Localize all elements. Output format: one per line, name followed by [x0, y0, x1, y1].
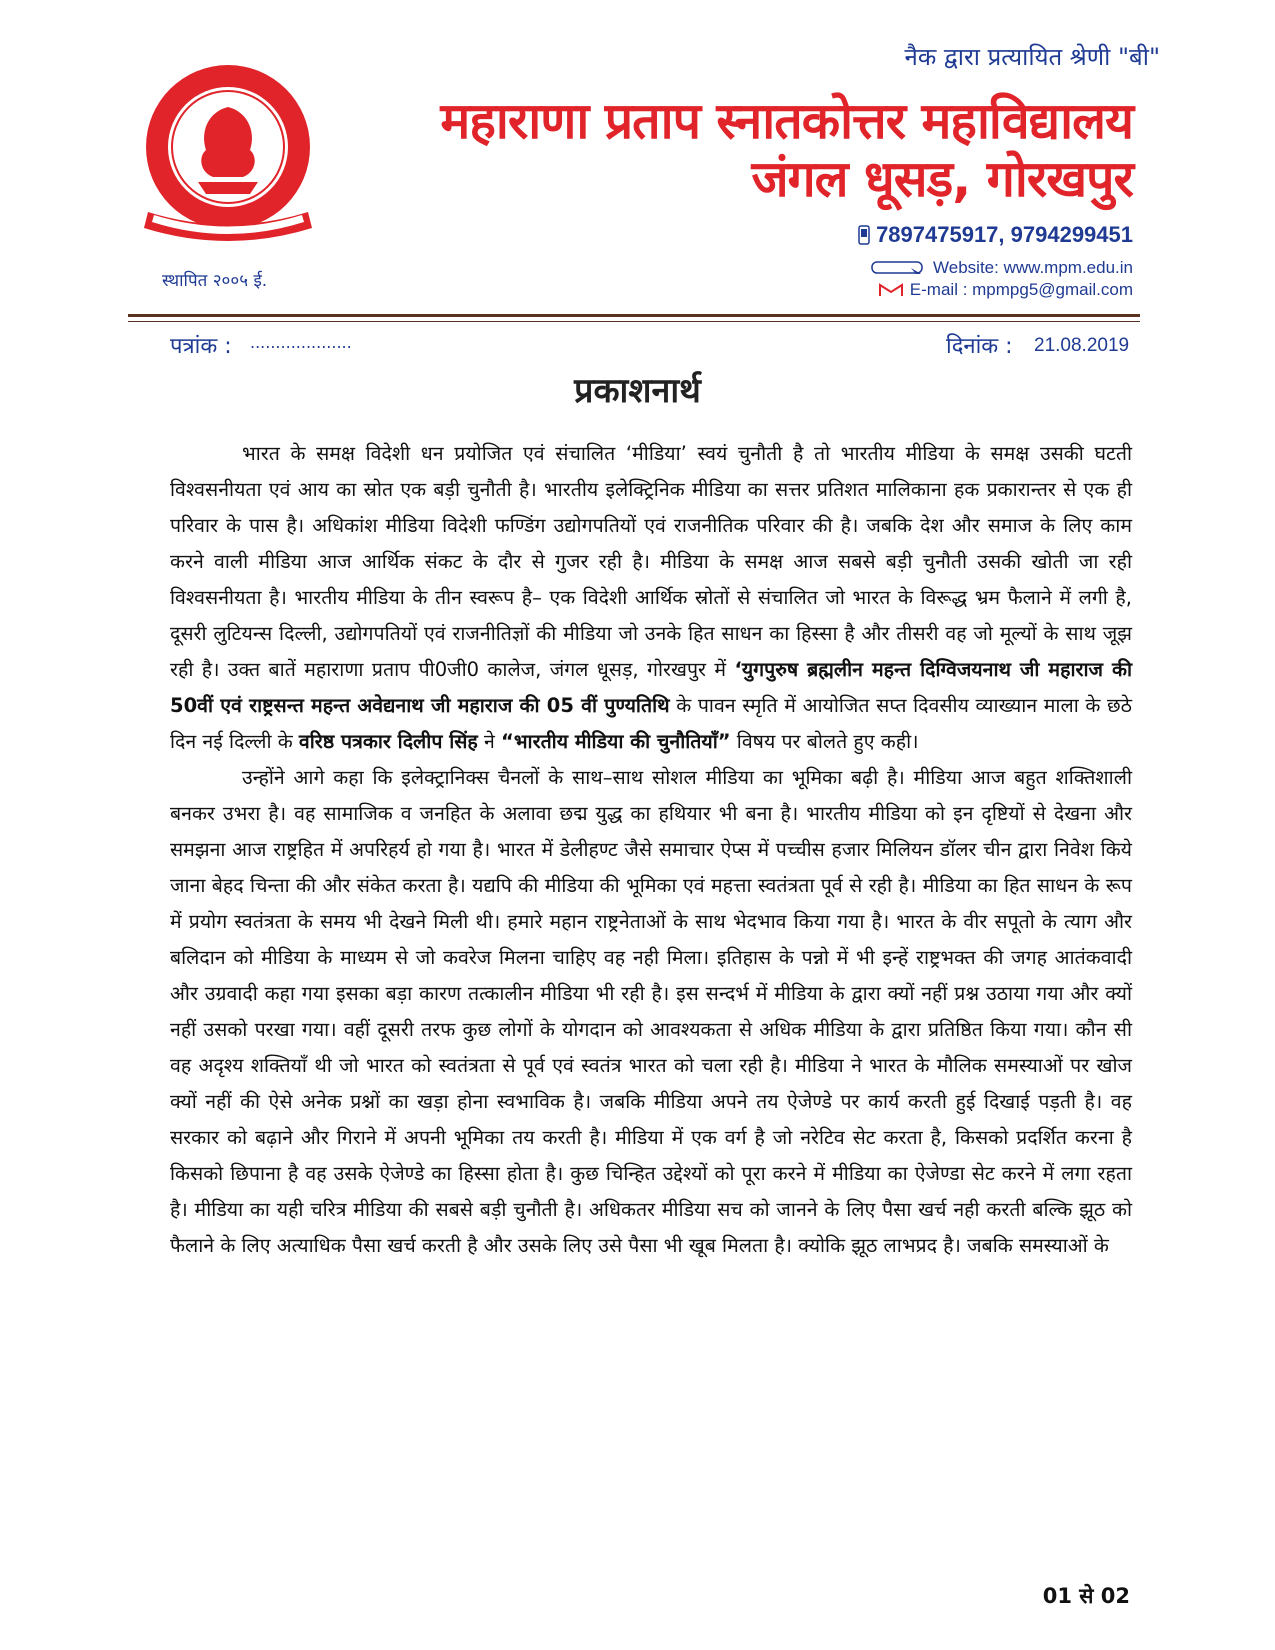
paragraph-2: उन्होंने आगे कहा कि इलेक्ट्रानिक्स चैनलों के साथ–साथ सोशल मीडिया का भूमिका बढ़ी है। मीडिया आज बहुत शक्तिशाली बनकर उभरा है। वह सामाजिक व जनहित के अलावा छद्म युद्ध का हथियार भी बना है। भारतीय मीडिया को इन दृष्टियों से देखना और समझना आज राष्ट्रहित में अपरिहर्य हो गया है। भारत में डेलीहण्ट जैसे समाचार ऐप्स में पच्चीस हजार मिलियन डॉलर चीन द्वारा निवेश किये जाना बेहद चिन्ता की और संकेत करता है। यद्यपि की मीडिया की भूमिका एवं महत्ता स्वतंत्रता पूर्व से रही है। मीडिया का हित साधन के रूप में प्रयोग स्वतंत्रता के समय भी देखने मिली थी। हमारे महान राष्ट्रनेताओं के साथ भेदभाव किया गया है। भारत के वीर सपूतो के त्याग और बलिदान को मीडिया के माध्यम से जो कवरेज मिलना चाहिए वह नही मिला। इतिहास के पन्नो में भी इन्हें राष्ट्रभक्त की जगह आतंकवादी और उग्रवादी कहा गया इसका बड़ा कारण तत्कालीन मीडिया भी रही है। इस सन्दर्भ में मीडिया के द्वारा क्यों नहीं प्रश्न उठाया गया और क्यों नहीं उसको परखा गया। वहीं दूसरी तरफ कुछ लोगों के योगदान को आवश्यकता से अधिक मीडिया के द्वारा प्रतिष्ठित किया गया। कौन सी वह अदृश्य शक्तियाँ थी जो भारत को स्वतंत्रता से पूर्व एवं स्वतंत्र भारत को चला रही है। मीडिया ने भारत के मौलिक समस्याओं पर खोज क्यों नहीं की ऐसे अनेक प्रश्नों का खड़ा होना स्वभाविक है। जबकि मीडिया अपने तय ऐजेण्डे पर कार्य करती हुई दिखाई पड़ती है। वह सरकार को बढ़ाने और गिराने में अपनी भूमिका तय करती है। मीडिया में एक वर्ग है जो नरेटिव सेट करता है, किसको प्रदर्शित करना है किसको छिपाना है वह उसके ऐजेण्डे का हिस्सा होता है। कुछ चिन्हित उद्देश्यों को पूरा करने में मीडिया का ऐजेण्डा सेट करने में लगा रहता है। मीडिया का यही चरित्र मीडिया की सबसे बड़ी चुनौती है। अधिकतर मीडिया सच को जानने के लिए पैसा खर्च नही करती बल्कि झूठ को फैलाने के लिए अत्याधिक पैसा खर्च करती है और उसके लिए उसे पैसा भी खूब मिलता है। क्योकि झूठ लाभप्रद है। जबकि समस्याओं के [170, 766, 1132, 1257]
paragraph-text: के पावन स्मृति में आयोजित सप्त दिवसीय व्याख्यान माला के छठे दिन नई दिल्ली के [170, 694, 1132, 753]
website-line[interactable] [871, 258, 1133, 278]
header-divider [128, 314, 1140, 317]
paragraph-text: ने [477, 730, 502, 753]
phone-line [858, 222, 1133, 248]
phone-numbers: 7897475917, 9794299451 [876, 222, 1133, 247]
accreditation-line: नैक द्वारा प्रत्यायित श्रेणी "बी" [904, 43, 1160, 71]
college-seal-icon [128, 62, 328, 252]
mail-icon [878, 283, 904, 297]
lecture-topic: “भारतीय मीडिया की चुनौतियाँ” [501, 730, 731, 753]
college-name-line1: महाराणा प्रताप स्नातकोत्तर महाविद्यालय [440, 92, 1133, 150]
header-divider-thin [128, 321, 1140, 322]
globe-link-icon [871, 260, 927, 276]
date-label: दिनांक : [946, 334, 1013, 359]
website-text[interactable]: Website: www.mpm.edu.in [933, 258, 1133, 277]
event-title: ‘युगपुरुष ब्रह्मलीन महन्त दिग्विजयनाथ जी महाराज की 50वीं एवं राष्ट्रसन्त महन्त अवेद्यनाथ जी महाराज की 05 वीं पुण्यतिथि [170, 658, 1132, 717]
speaker-name: वरिष्ठ पत्रकार दिलीप सिंह [298, 730, 478, 753]
paragraph-1 [170, 436, 1132, 760]
college-name-line2: जंगल धूसड़, गोरखपुर [751, 150, 1133, 208]
established-text: स्थापित २००५ ई. [162, 271, 268, 291]
page-number: 01 से 02 [1042, 1584, 1130, 1608]
email-line[interactable] [878, 280, 1133, 300]
paragraph-text: भारत के समक्ष विदेशी धन प्रयोजित एवं संचालित ‘मीडिया’ स्वयं चुनौती है तो भारतीय मीडिया के समक्ष उसकी घटती विश्वसनीयता एवं आय का स्रोत एक बड़ी चुनौती है। भारतीय इलेक्ट्रिनिक मीडिया का सत्तर प्रतिशत मालिकाना हक प्रकारान्तर से एक ही परिवार के पास है। अधिकांश मीडिया विदेशी फण्डिंग उद्योगपतियों एवं राजनीतिक परिवार की है। जबकि देश और समाज के लिए काम करने वाली मीडिया आज आर्थिक संकट के दौर से गुजर रही है। मीडिया के समक्ष आज सबसे बड़ी चुनौती उसकी खोती जा रही विश्वसनीयता है। भारतीय मीडिया के तीन स्वरूप है– एक विदेशी आर्थिक स्रोतों से संचालित जो भारत के विरूद्ध भ्रम फैलाने में लगी है, दूसरी लुटियन्स दिल्ली, उद्योगपतियों एवं राजनीतिज्ञों की मीडिया जो उनके हित साधन का हिस्सा है और तीसरी वह जो मूल्यों के साथ जूझ रही है। उक्त बातें महाराणा प्रताप पी0जी0 कालेज, जंगल धूसड़, गोरखपुर में [170, 442, 1132, 681]
page-title: प्रकाशनार्थ [574, 371, 701, 411]
press-release-body [170, 436, 1132, 1264]
college-logo [128, 62, 328, 252]
phone-icon [858, 225, 870, 245]
date-value: 21.08.2019 [1034, 335, 1130, 356]
email-text[interactable]: E-mail : mpmpg5@gmail.com [909, 280, 1133, 299]
paragraph-text: विषय पर बोलते हुए कही। [730, 730, 919, 753]
reference-label: पत्रांक : [170, 334, 232, 359]
reference-value: .................... [250, 333, 352, 352]
